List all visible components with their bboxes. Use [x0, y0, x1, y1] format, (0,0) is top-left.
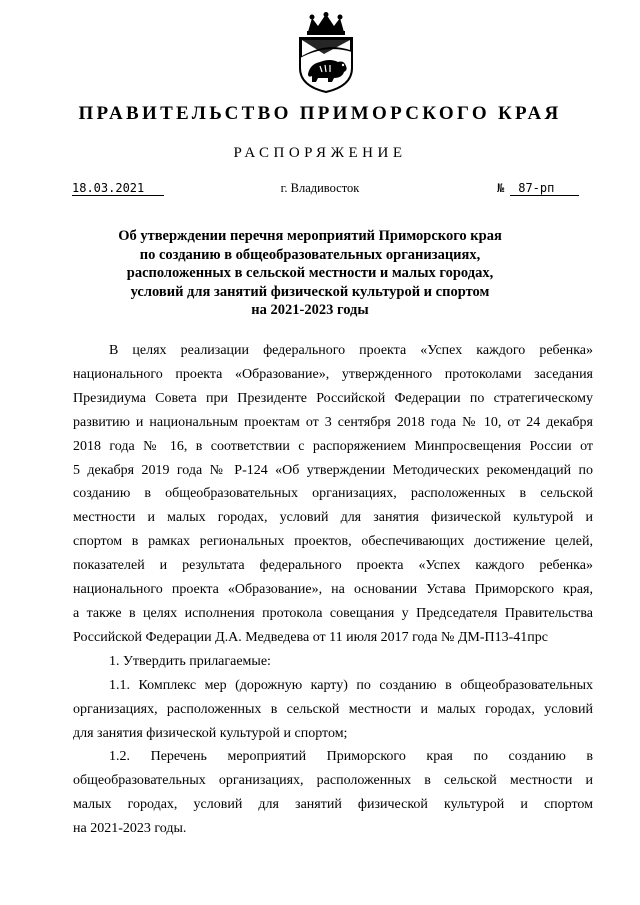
text-line: показателей и результата федерального проекта «Успех каждого ребенка»	[73, 558, 593, 574]
item-1-paragraph	[73, 650, 593, 674]
title-line: расположенных в сельской местности и малых городах,	[126, 265, 494, 281]
item-1-1-paragraph	[73, 674, 593, 746]
text-line: 5 декабря 2019 года № Р-124 «Об утверждении Методических рекомендаций по	[73, 462, 593, 478]
text-line: 1.1. Комплекс мер (дорожную карту) по созданию в общеобразовательных	[109, 677, 593, 693]
text-line: Президиума Совета при Президенте Российской Федерации по стратегическому	[73, 390, 593, 406]
document-body	[73, 339, 593, 841]
text-line: местности и малых городах, условий для занятия физической культурой и	[73, 510, 593, 526]
text-line: спортом в рамках региональных проектов, обеспечивающих достижение целей,	[73, 534, 593, 550]
text-line: общеобразовательных организациях, расположенных в сельской местности и	[73, 773, 593, 789]
text-line: на 2021-2023 годы.	[73, 821, 187, 837]
item-1-2-paragraph	[73, 745, 593, 841]
text-line: Российской Федерации Д.А. Медведева от 11 июля 2017 года № ДМ-П13-41прс	[73, 629, 548, 645]
title-line: на 2021-2023 годы	[251, 302, 369, 318]
preamble-paragraph	[73, 339, 593, 650]
organization-name: ПРАВИТЕЛЬСТВО ПРИМОРСКОГО КРАЯ	[78, 103, 562, 124]
title-line: условий для занятий физической культурой и спортом	[130, 283, 490, 300]
document-type: РАСПОРЯЖЕНИЕ	[233, 145, 407, 161]
text-line: национального проекта «Образование», на основании Устава Приморского края,	[73, 582, 593, 598]
text-line: созданию в общеобразовательных организациях, расположенных в сельской	[73, 486, 593, 502]
document-date-value: 18.03.2021	[72, 182, 164, 196]
text-line: малых городах, условий для занятий физической культурой и спортом	[73, 797, 593, 813]
text-line: 1. Утвердить прилагаемые:	[109, 653, 271, 669]
number-label: №	[497, 181, 505, 195]
title-line: по созданию в общеобразовательных организациях,	[139, 246, 481, 263]
document-city: г. Владивосток	[280, 181, 360, 195]
text-line: организациях, расположенных в сельской местности и малых городах, условий	[73, 701, 593, 717]
title-line: Об утверждении перечня мероприятий Приморского края	[118, 228, 502, 244]
crown-icon	[307, 12, 345, 35]
coat-of-arms-icon	[294, 12, 358, 94]
text-line: развитию и национальным проектам от 3 сентября 2018 года № 10, от 24 декабря	[73, 414, 593, 430]
text-line: национального проекта «Образование», утвержденного протоколами заседания	[73, 366, 593, 382]
document-title	[90, 227, 530, 320]
document-number-value: 87-рп	[510, 182, 579, 196]
text-line: а также в целях исполнения протокола совещания у Председателя Правительства	[73, 605, 593, 621]
text-line: 1.2. Перечень мероприятий Приморского края по созданию в	[109, 749, 593, 765]
text-line: В целях реализации федерального проекта «Успех каждого ребенка»	[109, 343, 593, 358]
text-line: 2018 года № 16, в соответствии с распоряжением Минпросвещения России от	[73, 438, 593, 454]
text-line: для занятия физической культурой и спортом;	[73, 725, 348, 741]
document-number	[497, 181, 579, 196]
